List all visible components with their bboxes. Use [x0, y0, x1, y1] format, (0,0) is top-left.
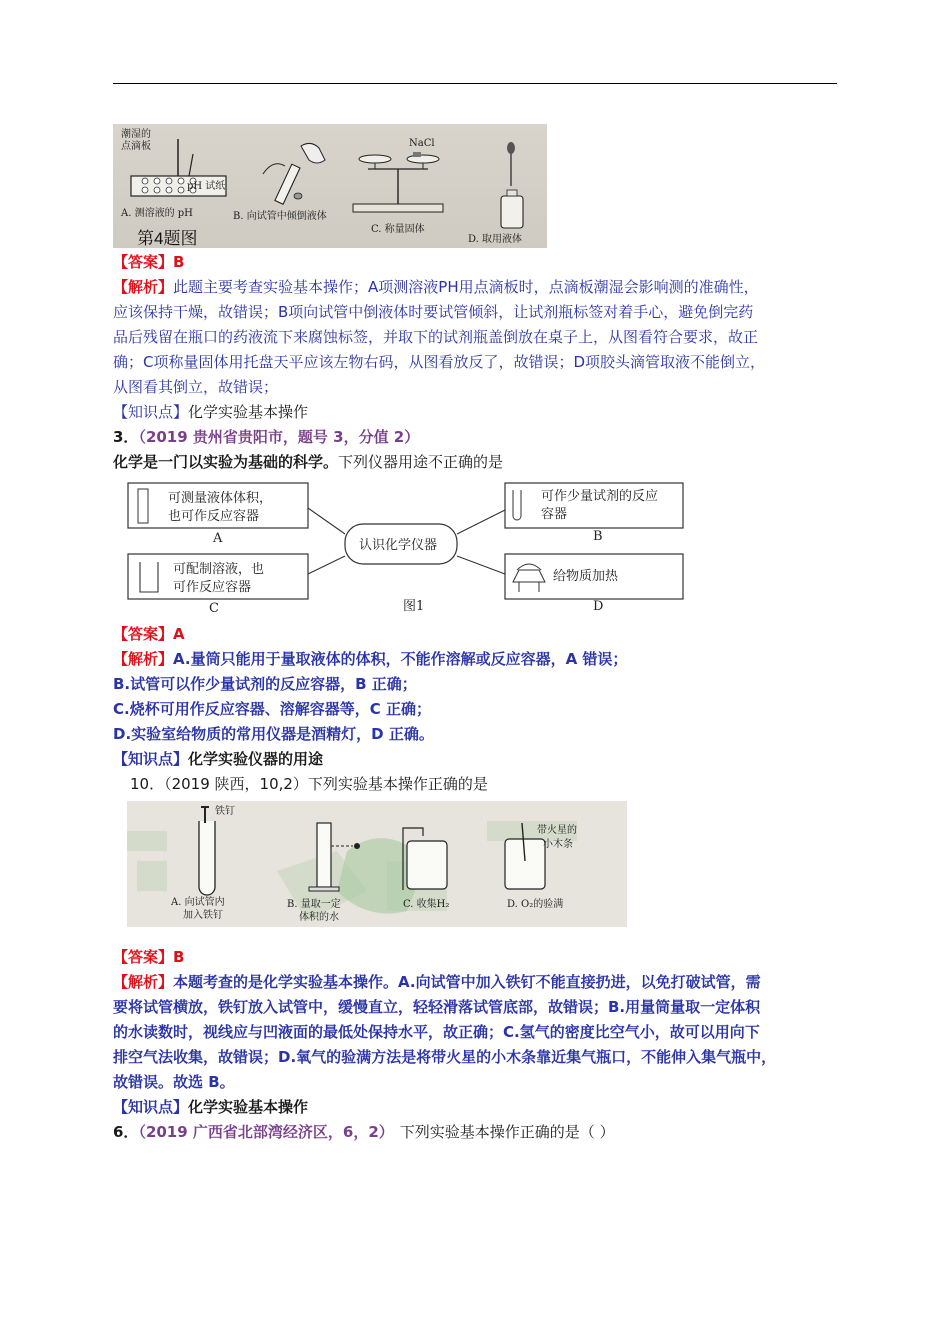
- letter-a: A: [213, 531, 223, 546]
- question-source: （2019 贵州省贵阳市，题号 3，分值 2）: [138, 428, 420, 446]
- answer-label: 【答案】: [113, 625, 174, 643]
- label-splint2: 小木条: [543, 839, 573, 850]
- figure-experiment-operations: [113, 124, 547, 248]
- box-c-line2: 可作反应容器: [173, 580, 252, 595]
- dropper-bottle-icon: [501, 142, 523, 228]
- box-c-line1: 可配制溶液，也: [173, 562, 265, 577]
- box-a-line1: 可测量液体体积，: [168, 491, 273, 506]
- question-source: （2019 广西省北部湾经济区，6，2）: [138, 1123, 394, 1141]
- kp-label: 【知识点】: [113, 403, 189, 421]
- reagent-bottle-icon: [301, 143, 325, 163]
- analysis-label: 【解析】: [113, 973, 174, 991]
- header-rule: [113, 83, 837, 84]
- caption-b: B. 向试管中倾倒液体: [233, 211, 327, 222]
- gas-jar-icon: [407, 841, 447, 889]
- answer-line: [113, 945, 848, 970]
- analysis-line: 从图看其倒立，故错误；: [113, 378, 279, 396]
- analysis-line: 确；C项称量固体用托盘天平应该左物右码，从图看放反了，故错误；D项胶头滴管取液不能倒立，: [113, 353, 766, 371]
- letter-d: D: [593, 599, 604, 614]
- analysis-line: 应该保持干燥，故错误；B项向试管中倒液体时要试管倾斜，让试剂瓶标签对着手心，避免倒完药: [113, 303, 754, 321]
- figure-drawing: [113, 124, 547, 248]
- question-stem: [113, 450, 843, 475]
- knowledge-point: [113, 1095, 848, 1120]
- analysis-label: 【解析】: [113, 650, 174, 668]
- analysis-line: C.烧杯可用作反应容器、溶解容器等，C 正确；: [113, 700, 431, 718]
- analysis-line: [113, 970, 848, 995]
- caption-a1: A. 向试管内: [171, 897, 225, 908]
- box-a-line2: 也可作反应容器: [168, 509, 260, 524]
- knowledge-point: [113, 747, 843, 772]
- analysis-line: 品后残留在瓶口的药液流下来腐蚀标签，并取下的试剂瓶盖倒放在桌子上，从图看符合要求，故正: [113, 328, 759, 346]
- label-wet: 潮湿的: [121, 129, 151, 140]
- caption-c: C. 称量固体: [371, 224, 425, 235]
- question-number: 6．: [113, 1123, 139, 1141]
- analysis-text: A.量筒只能用于量取液体的体积，不能作溶解或反应容器，A 错误；: [173, 650, 628, 668]
- answer-value: B: [173, 948, 185, 966]
- kp-label: 【知识点】: [113, 750, 189, 768]
- label-splint1: 带火星的: [537, 825, 577, 836]
- label-spot-plate: 点滴板: [121, 141, 151, 152]
- caption-b1: B. 量取一定: [287, 899, 341, 910]
- answer-value: A: [173, 625, 185, 643]
- analysis-label: 【解析】: [113, 278, 174, 296]
- answer-line: [113, 622, 843, 647]
- question-header: [113, 1120, 848, 1145]
- center-label: 认识化学仪器: [359, 538, 438, 553]
- caption-c: C. 收集H₂: [403, 899, 450, 910]
- question-stem: 下列实验基本操作正确的是（ ）: [399, 1123, 615, 1141]
- answer-label: 【答案】: [113, 948, 174, 966]
- stem-rest: 下列仪器用途不正确的是: [338, 453, 504, 471]
- answer-label: 【答案】: [113, 253, 174, 271]
- gas-jar-icon: [505, 839, 545, 889]
- question-header: [113, 425, 843, 450]
- label-nail: 铁钉: [215, 806, 235, 817]
- figure-label: 图1: [403, 599, 425, 614]
- figure-caption: 第4题图: [137, 229, 198, 248]
- figure-drawing: [127, 801, 627, 927]
- caption-d: D. 取用液体: [468, 234, 523, 245]
- kp-value: 化学实验基本操作: [188, 403, 309, 421]
- graduated-cylinder-icon: [317, 823, 331, 887]
- kp-value: 化学实验仪器的用途: [188, 750, 324, 768]
- analysis-text: 此题主要考查实验基本操作；A项测溶液PH用点滴板时，点滴板潮湿会影响测的准确性，: [173, 278, 759, 296]
- box-b-line1: 可作少量试剂的反应: [541, 489, 659, 504]
- instrument-diagram: [113, 478, 693, 618]
- answer-value: B: [173, 253, 185, 271]
- caption-a2: 加入铁钉: [183, 910, 223, 921]
- analysis-line: 排空气法收集，故错误；D.氧气的验满方法是将带火星的小木条靠近集气瓶口，不能伸入集气瓶中，: [113, 1048, 777, 1066]
- analysis-line: [113, 275, 843, 300]
- kp-value: 化学实验基本操作: [188, 1098, 309, 1116]
- test-tube-icon: [199, 821, 215, 895]
- eye-icon: [354, 843, 360, 849]
- question-number: 3．: [113, 428, 139, 446]
- analysis-line: 要将试管横放，铁钉放入试管中，缓慢直立，轻轻滑落试管底部，故错误；B.用量筒量取一定体积: [113, 998, 761, 1016]
- analysis-line: 故错误。故选 B。: [113, 1073, 235, 1091]
- label-nacl: NaCl: [409, 138, 435, 149]
- analysis-line: [113, 647, 843, 672]
- question-stem: 10．（2019 陕西，10,2）下列实验基本操作正确的是: [130, 775, 488, 793]
- balance-icon: [353, 152, 443, 212]
- box-b-line2: 容器: [541, 507, 568, 522]
- analysis-line: D.实验室给物质的常用仪器是酒精灯，D 正确。: [113, 725, 434, 743]
- letter-c: C: [209, 601, 219, 616]
- analysis-text: 本题考查的是化学实验基本操作。A.向试管中加入铁钉不能直接扔进，以免打破试管，需: [173, 973, 761, 991]
- letter-b: B: [593, 529, 603, 544]
- caption-d: D. O₂的验满: [507, 899, 564, 910]
- box-d-line1: 给物质加热: [553, 569, 619, 584]
- kp-label: 【知识点】: [113, 1098, 189, 1116]
- answer-line: [113, 250, 843, 275]
- knowledge-point: [113, 400, 843, 425]
- caption-b2: 体积的水: [299, 912, 339, 923]
- analysis-line: B.试管可以作少量试剂的反应容器，B 正确；: [113, 675, 417, 693]
- stem-bold: 化学是一门以实验为基础的科学。: [113, 453, 339, 471]
- label-ph-paper: pH 试纸: [187, 181, 226, 192]
- figure-lab-operations: [127, 801, 627, 927]
- analysis-line: 的水读数时，视线应与凹液面的最低处保持水平，故正确；C.氢气的密度比空气小，故可以用向下: [113, 1023, 760, 1041]
- caption-a: A. 测溶液的 pH: [121, 208, 193, 219]
